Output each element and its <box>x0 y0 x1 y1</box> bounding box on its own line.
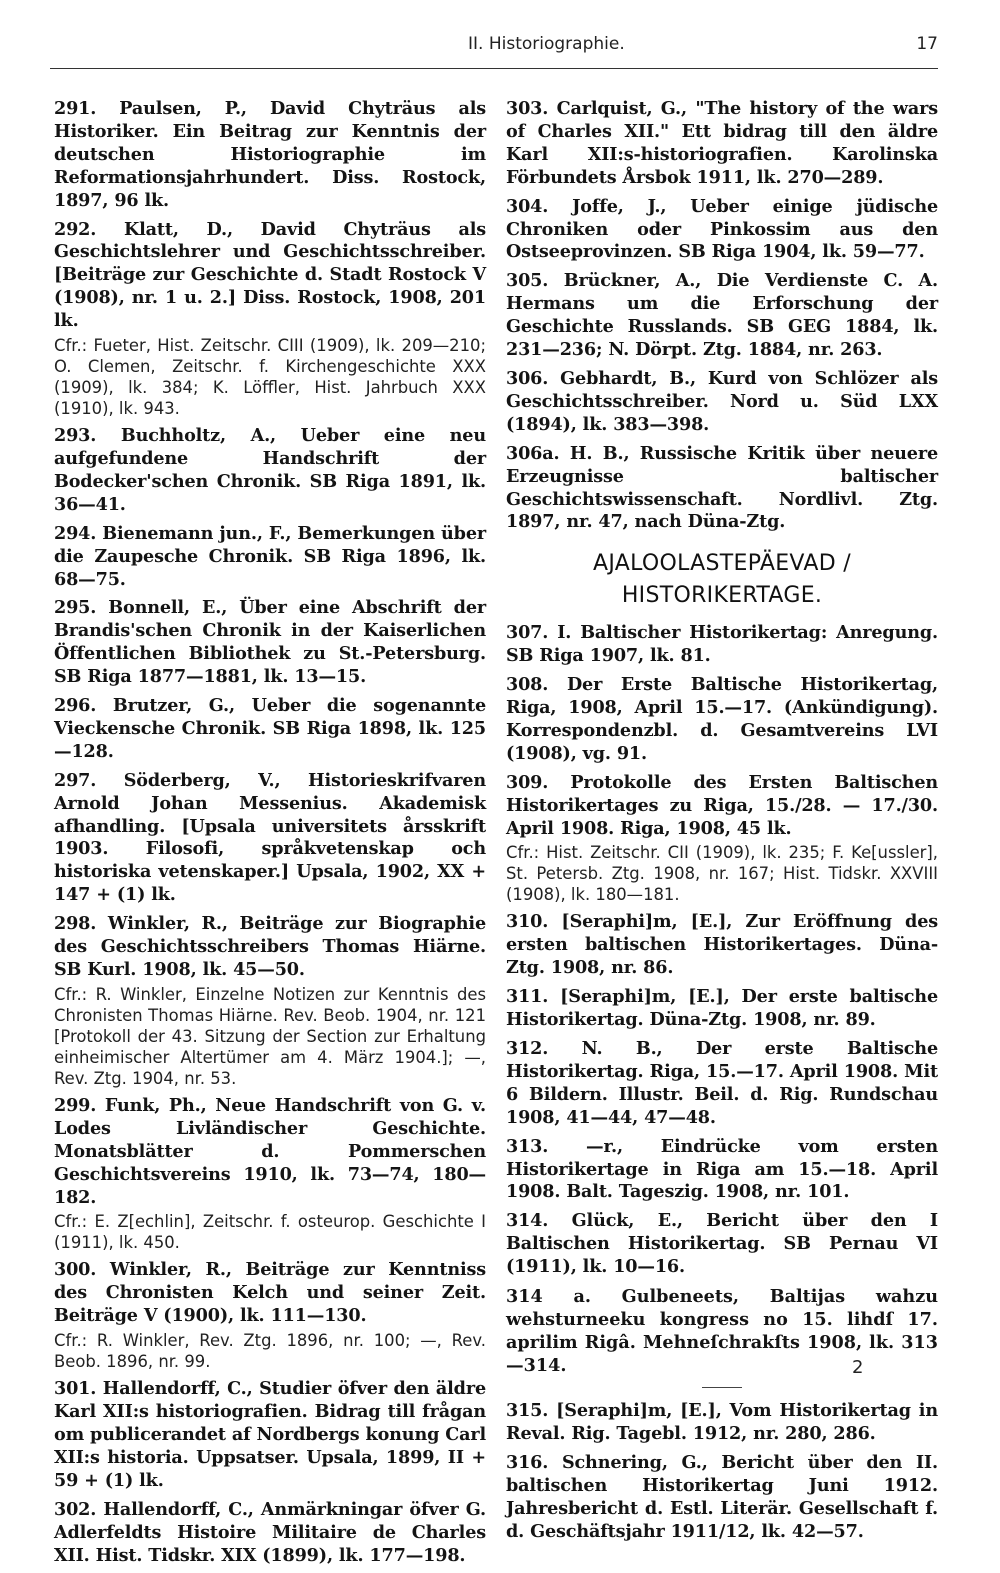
bibliography-entry: 297. Söderberg, V., Historieskrifvaren Arnold Johan Messenius. Akademisk afhandling. [Upsala universitets årsskrift 1903. Filosofi, språkvetenskap och historiska vetenskaper.] Upsala, 1902, XX + 147 + (1) lk. <box>54 769 486 906</box>
citation-note: Cfr.: R. Winkler, Rev. Ztg. 1896, nr. 100; —, Rev. Beob. 1896, nr. 99. <box>54 1331 486 1372</box>
citation-note: Cfr.: Hist. Zeitschr. CII (1909), lk. 235; F. Ke[ussler], St. Petersb. Ztg. 1908, nr. 167; Hist. Tidskr. XXVIII (1908), lk. 180—181. <box>506 843 938 905</box>
bibliography-entry: 306a. H. B., Russische Kritik über neuere Erzeugnisse baltischer Geschichtswissenschaft. Nordlivl. Ztg. 1897, nr. 47, nach Düna-Ztg. <box>506 442 938 533</box>
bibliography-entry: 306. Gebhardt, B., Kurd von Schlözer als Geschichtsschreiber. Nord u. Süd LXX (1894), lk. 383—398. <box>506 367 938 435</box>
bibliography-entry: 308. Der Erste Baltische Historikertag, Riga, 1908, April 15.—17. (Ankündigung). Korrespondenzbl. d. Gesamtvereins LVI (1908), vg. 91. <box>506 674 938 764</box>
bibliography-entry: 302. Hallendorff, C., Anmärkningar öfver G. Adlerfeldts Histoire Militaire de Charles XII. Hist. Tidskr. XIX (1899), lk. 177—198. <box>54 1498 486 1566</box>
header-rule <box>50 68 938 69</box>
bibliography-entry: 300. Winkler, R., Beiträge zur Kenntniss des Chronisten Kelch und seiner Zeit. Beiträge V (1900), lk. 111—130. <box>54 1259 486 1327</box>
bibliography-entry: 311. [Seraphi]m, [E.], Der erste baltische Historikertag. Düna-Ztg. 1908, nr. 89. <box>506 986 938 1031</box>
bibliography-entry: 316. Schnering, G., Bericht über den II. baltischen Historikertag Juni 1912. Jahresbericht d. Estl. Literär. Gesellschaft f. d. Geschäftsjahr 1911/12, lk. 42—57. <box>506 1451 938 1542</box>
left-column <box>54 98 486 1573</box>
corner-mark: 2 <box>852 1357 864 1378</box>
bibliography-entry: 299. Funk, Ph., Neue Handschrift von G. v. Lodes Livländischer Geschichte. Monatsblätter d. Pommerschen Geschichtsvereins 1910, lk. 73—74, 180—182. <box>54 1094 486 1208</box>
citation-note: Cfr.: R. Winkler, Einzelne Notizen zur Kenntnis des Chronisten Thomas Hiärne. Rev. Beob. 1904, nr. 121 [Protokoll der 43. Sitzung der Section zur Erhaltung einheimischer Altertümer am 4. März 1904.]; —, Rev. Ztg. 1904, nr. 53. <box>54 984 486 1088</box>
running-title: II. Historiographie. <box>468 34 625 54</box>
bibliography-entry: 293. Buchholtz, A., Ueber eine neu aufgefundene Handschrift der Bodecker'schen Chronik. SB Riga 1891, lk. 36—41. <box>54 425 486 515</box>
page-number: 17 <box>916 34 938 54</box>
right-column-entries <box>506 98 938 534</box>
bibliography-entry: 304. Joffe, J., Ueber einige jüdische Chroniken oder Pinkossim aus den Ostseeprovinzen. SB Riga 1904, lk. 59—77. <box>506 195 938 263</box>
latvian-entry: 314 a. Gulbeneets, Baltijas wahzu wehsturneeku kongress no 15. lihdſ 17. aprilim Rigâ. Mehneſchrakſts 1908, lk. 313—314. <box>506 1286 938 1377</box>
bibliography-entry: 303. Carlquist, G., "The history of the wars of Charles XII." Ett bidrag till den äldre Karl XII:s-historiografien. Karolinska Förbundets Årsbok 1911, lk. 270—289. <box>506 98 938 188</box>
bibliography-entry: 296. Brutzer, G., Ueber die sogenannte Vieckensche Chronik. SB Riga 1898, lk. 125—128. <box>54 695 486 762</box>
section-heading-line1: AJALOOLASTEPÄEVAD / <box>593 551 851 577</box>
bibliography-entry: 291. Paulsen, P., David Chyträus als Historiker. Ein Beitrag zur Kenntnis der deutschen Historiographie im Reformationsjahrhundert. Diss. Rostock, 1897, 96 lk. <box>54 98 486 211</box>
bibliography-entry: 294. Bienemann jun., F., Bemerkungen über die Zaupesche Chronik. SB Riga 1896, lk. 68—75. <box>54 522 486 590</box>
citation-note: Cfr.: E. Z[echlin], Zeitschr. f. osteurop. Geschichte I (1911), lk. 450. <box>54 1212 486 1253</box>
section-heading <box>506 548 938 612</box>
bibliography-entry: 305. Brückner, A., Die Verdienste C. A. Hermans um die Erforschung der Geschichte Russlands. SB GEG 1884, lk. 231—236; N. Dörpt. Ztg. 1884, nr. 263. <box>506 270 938 361</box>
right-column <box>506 98 938 1550</box>
bibliography-entry: 301. Hallendorff, C., Studier öfver den äldre Karl XII:s historiografien. Bidrag till frågan om publicerandet af Nordbergs konung Carl XII:s historia. Uppsatser. Upsala, 1899, II + 59 + (1) lk. <box>54 1378 486 1491</box>
historikertage-entries <box>506 622 938 1543</box>
bibliography-entry: 310. [Seraphi]m, [E.], Zur Eröffnung des ersten baltischen Historikertages. Düna-Ztg. 1908, nr. 86. <box>506 911 938 979</box>
bibliography-entry: 309. Protokolle des Ersten Baltischen Historikertages zu Riga, 15./28. — 17./30. April 1908. Riga, 1908, 45 lk. <box>506 771 938 839</box>
bibliography-entry: 307. I. Baltischer Historikertag: Anregung. SB Riga 1907, lk. 81. <box>506 622 938 667</box>
entry-divider <box>702 1387 742 1388</box>
citation-note: Cfr.: Fueter, Hist. Zeitschr. CIII (1909), lk. 209—210; O. Clemen, Zeitschr. f. Kirchengeschichte XXX (1909), lk. 384; K. Löffler, Hist. Jahrbuch XXX (1910), lk. 943. <box>54 336 486 419</box>
bibliography-entry: 315. [Seraphi]m, [E.], Vom Historikertag in Reval. Rig. Tagebl. 1912, nr. 280, 286. <box>506 1400 938 1444</box>
page-header <box>50 34 938 64</box>
bibliography-entry: 313. —r., Eindrücke vom ersten Historikertage in Riga am 15.—18. April 1908. Balt. Tageszig. 1908, nr. 101. <box>506 1135 938 1203</box>
bibliography-entry: 295. Bonnell, E., Über eine Abschrift der Brandis'schen Chronik in der Kaiserlichen Öffentlichen Bibliothek zu St.-Petersburg. SB Riga 1877—1881, lk. 13—15. <box>54 597 486 688</box>
bibliography-entry: 312. N. B., Der erste Baltische Historikertag. Riga, 15.—17. April 1908. Mit 6 Bildern. Illustr. Beil. d. Rig. Rundschau 1908, 41—44, 47—48. <box>506 1038 938 1128</box>
bibliography-entry: 314. Glück, E., Bericht über den I Baltischen Historikertag. SB Pernau VI (1911), lk. 10—16. <box>506 1210 938 1278</box>
bibliography-entry: 298. Winkler, R., Beiträge zur Biographie des Geschichtsschreibers Thomas Hiärne. SB Kurl. 1908, lk. 45—50. <box>54 913 486 980</box>
section-heading-line2: HISTORIKERTAGE. <box>621 583 823 609</box>
bibliography-entry: 292. Klatt, D., David Chyträus als Geschichtslehrer und Geschichtsschreiber. [Beiträge zur Geschichte d. Stadt Rostock V (1908), nr. 1 u. 2.] Diss. Rostock, 1908, 201 lk. <box>54 218 486 332</box>
